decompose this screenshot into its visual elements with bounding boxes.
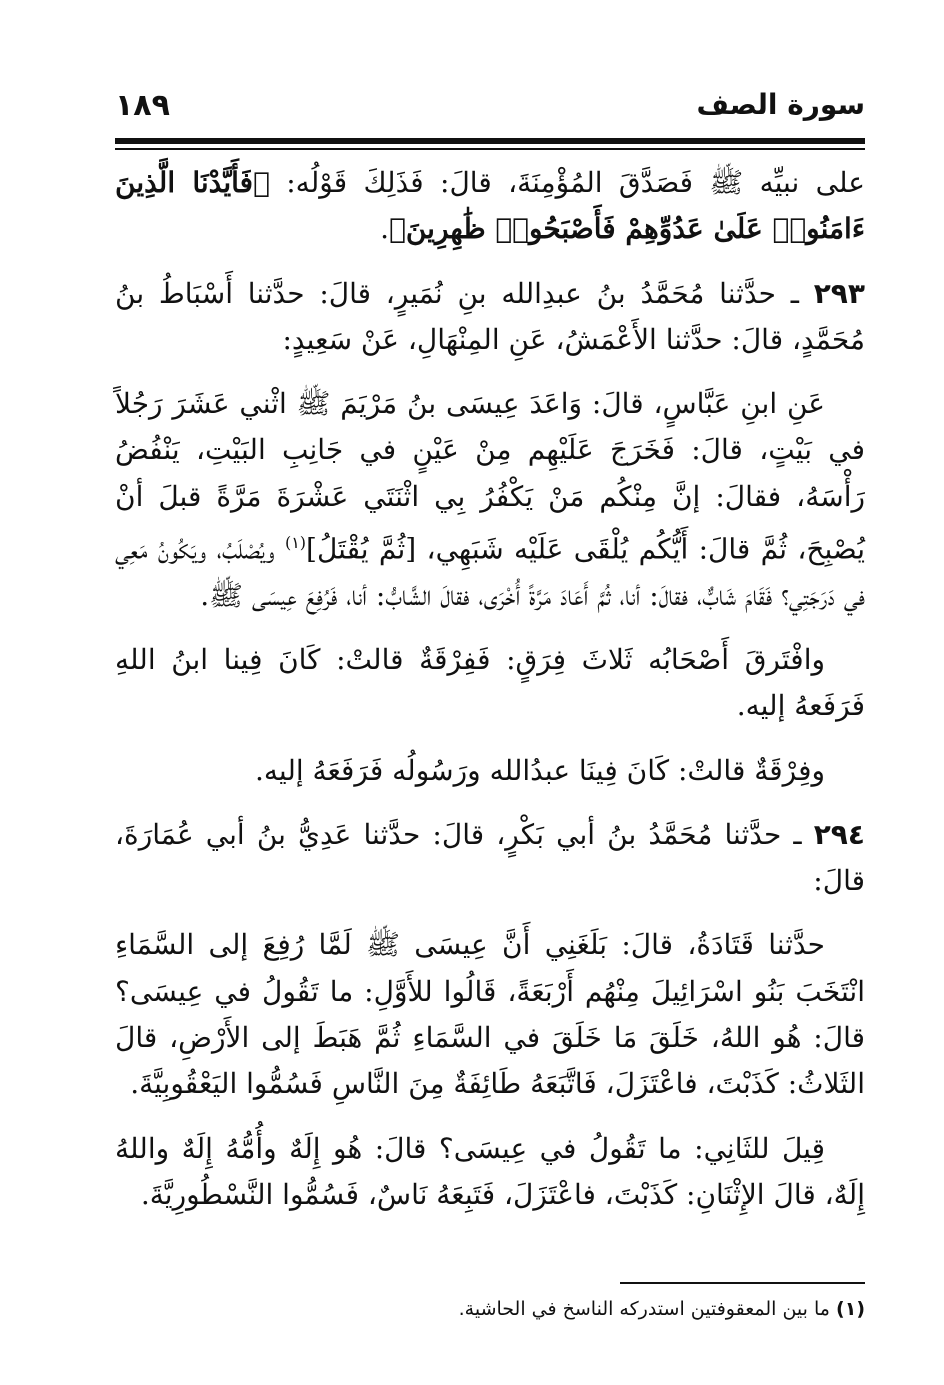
header-rule-thin	[115, 148, 865, 150]
paragraph-text: على نبيِّه ﷺ فَصَدَّقَ المُؤْمِنَةَ، قالَ: فَذَلِكَ قَوْلُه:	[269, 166, 865, 199]
paragraph-text: .	[380, 212, 390, 246]
hadith-293-matn	[115, 381, 865, 619]
paragraph-second	[115, 1126, 865, 1219]
hadith-number: ٢٩٣	[813, 276, 865, 310]
footnote-ref: (١)	[284, 533, 307, 553]
main-text	[115, 160, 865, 1236]
paragraph-sects	[115, 637, 865, 730]
paragraph-1	[115, 160, 865, 253]
footnote-rule	[620, 1282, 865, 1284]
paragraph-text: وافْتَرقَ أَصْحَابُه ثَلاثَ فِرَقٍ: فَفِرْقَةٌ قالتْ: كَانَ فِينا ابنُ اللهِ فَرَفَعهُ إليه.	[115, 643, 865, 723]
paragraph-text: وفِرْقَةٌ قالتْ: كَانَ فِينَا عبدُالله ورَسُولُه فَرَفَعَهُ إليه.	[254, 753, 825, 787]
footnote-number: (١)	[836, 1298, 865, 1320]
hadith-294	[115, 812, 865, 905]
matn-text: حدَّثنا قَتَادَةُ، قالَ: بَلَغَنِي أَنَّ عِيسَى ﷺ لَمَّا رُفِعَ إلى السَّمَاءِ انْتَخَبَ بَنُو اسْرَائِيلَ مِنْهُم أَرْبَعَةً، قَالُوا للأَوَّلِ: ما تَقُولُ في عِيسَى؟ قالَ: هُو اللهُ، خَلَقَ مَا خَلَقَ في السَّمَاءِ ثُمَّ هَبَطَ إلى الأَرْضِ، قالَ الثَلاثُ: كَذَبْتَ، فاعْتَزَلَ، فَاتَّبَعَهُ طَائِفَةٌ مِنَ النَّاسِ فَسُمُّوا اليَعْقُوبِيَّةَ.	[115, 928, 865, 1101]
isnad-text: ـ حدَّثنا مُحَمَّدُ بنُ عبدِالله بنِ نُمَيرٍ، قالَ: حدَّثنا أَسْبَاطُ بنُ مُحَمَّدٍ، قالَ: حدَّثنا الأَعْمَشُ، عَنِ المِنْهَالِ، عَنْ سَعِيدٍ:	[115, 276, 865, 356]
page-header	[115, 82, 865, 132]
paragraph-text: قِيلَ للثَانِي: ما تَقُولُ في عِيسَى؟ قالَ: هُو إِلَهٌ وأُمُّهُ إِلَهٌ واللهُ إِلَهٌ، قالَ الإِثْنَانِ: كَذَبْتَ، فاعْتَزَلَ، فَتَبِعَهُ نَاسٌ، فَسُمُّوا النَّسْطُورِيَّةَ.	[115, 1131, 865, 1211]
page-number: ١٨٩	[115, 88, 170, 123]
header-rule-thick	[115, 138, 865, 144]
hadith-number: ٢٩٤	[813, 817, 865, 851]
footnote	[115, 1294, 865, 1324]
isnad-text: ـ حدَّثنا مُحَمَّدُ بنُ أبي بَكْرٍ، قالَ: حدَّثنا عَدِيُّ بنُ أبي عُمَارَةَ، قالَ:	[115, 817, 865, 898]
hadith-293	[115, 271, 865, 364]
hadith-294-matn	[115, 922, 865, 1107]
matn-text: عَنِ ابنِ عَبَّاسٍ، قالَ: وَاعَدَ عِيسَى بنُ مَرْيَمَ ﷺ اثْني عَشَرَ رَجُلاً في بَيْتٍ، قالَ: فَخَرَجَ عَلَيْهِم مِنْ عَيْنٍ في جَانِبِ البَيْتِ، يَنْفُضُ رَأْسَهُ، فقالَ: إنَّ مِنْكُم مَنْ يَكْفُرُ بِي اثْنَتَي عَشْرَةَ مَرَّةً قبلَ أنْ يُصْبِحَ، ثُمَّ قالَ: أَيُّكُم يُلْقَى عَلَيْه شَبَهِي، [ثُمَّ يُقْتَلُ]	[115, 387, 865, 566]
quran-verse: ﴿فَأَيَّدْنَا الَّذِينَ ءَامَنُوا۟ عَلَىٰ عَدُوِّهِمْ فَأَصْبَحُوا۟ ظَٰهِرِينَ﴾	[115, 166, 865, 246]
footnote-text: ما بين المعقوفتين استدركه الناسخ في الحاشية.	[458, 1298, 837, 1320]
matn-text-continued: ويُصْلَبُ، ويَكُونُ مَعِي في دَرَجَتِي؟ فَقَامَ شَابٌّ، فقالَ: أنا، ثُمَّ أَعَادَ مَرَّةً أُخْرَى، فقالَ الشَّابُّ: أنا، فَرُفِعَ عِيسَى ﷺ.	[115, 532, 865, 612]
paragraph-sect-2	[115, 748, 865, 794]
surah-title: سورة الصف	[696, 88, 865, 121]
